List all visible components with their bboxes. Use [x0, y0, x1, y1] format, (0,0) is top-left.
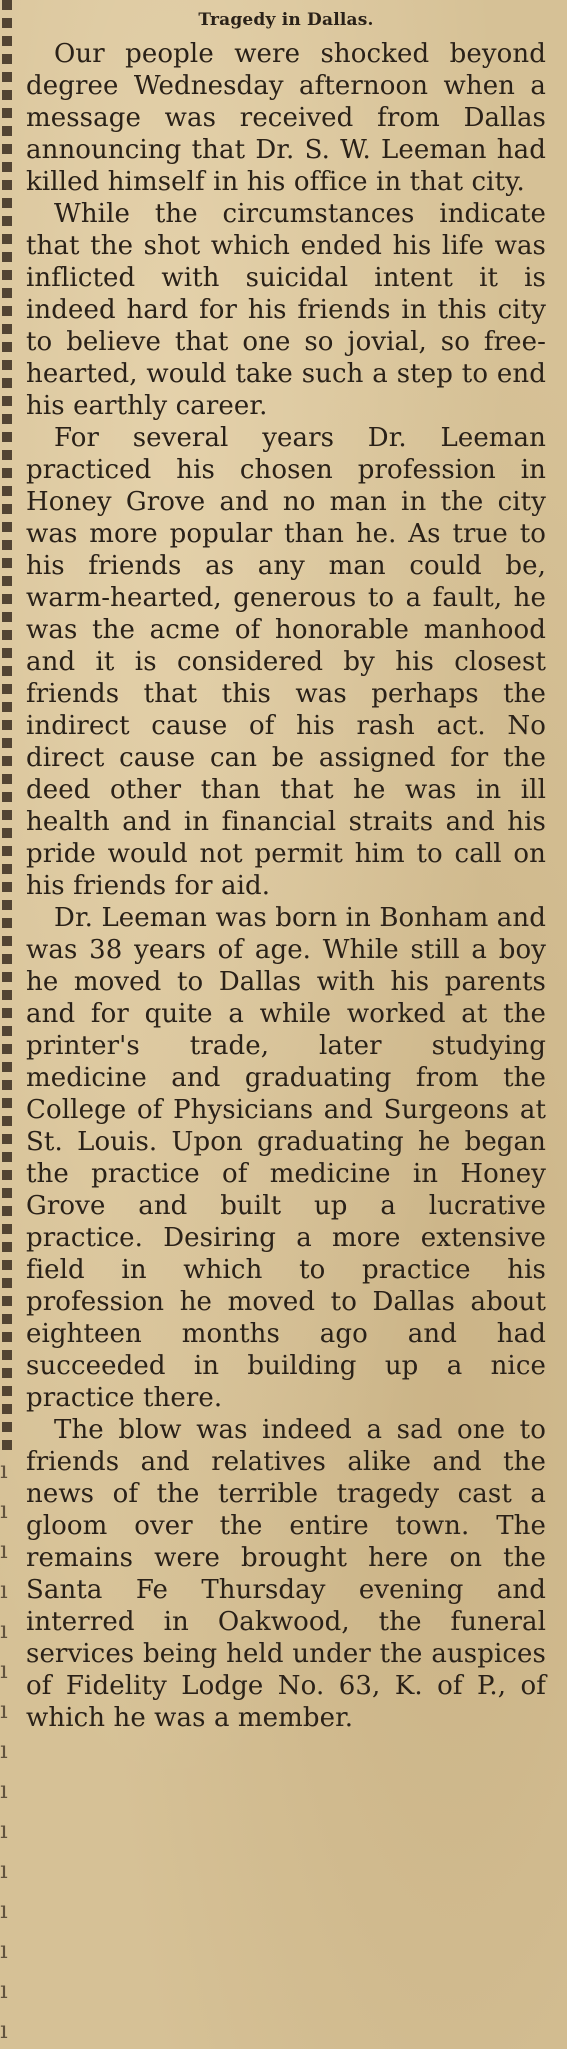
- next-article-cutoff: [26, 2034, 546, 2049]
- article-paragraph: While the circumstances indicate that the shot which ended his life was inflicted with suicidal intent it is indeed hard for his friends in this city to believe that one so jovial, so free-hearted, would take such a step to end his earthly career.: [26, 199, 546, 421]
- article-body: [26, 38, 546, 1734]
- column-rule-decoration: [2, 0, 12, 1450]
- article-paragraph: For several years Dr. Leeman practiced his chosen profession in Honey Grove and no man in the city was more popular than he. As true to his friends as any man could be, warm-hearted, generous to a fault, he was the acme of honorable manhood and it is considered by his closest friends that this was perhaps the indirect cause of his rash act. No direct cause can be assigned for the deed other than that he was in ill health and in financial straits and his pride would not permit him to call on his friends for aid.: [26, 423, 546, 901]
- article-paragraph: The blow was indeed a sad one to friends and relatives alike and the news of the terrible tragedy cast a gloom over the entire town. The remains were brought here on the Santa Fe Thursday evening and interred in Oakwood, the funeral services being held under the auspices of Fidelity Lodge No. 63, K. of P., of which he was a member.: [26, 1415, 546, 1733]
- article-column: [26, 8, 546, 1734]
- adjacent-column-bleed: ı ı ı ı ı ı ı ı ı ı ı ı ı ı ı: [0, 1456, 8, 2044]
- article-headline: Tragedy in Dallas.: [198, 10, 374, 30]
- article-paragraph: Dr. Leeman was born in Bonham and was 38 years of age. While still a boy he moved to Dallas with his parents and for quite a while worked at the printer's trade, later studying medicine and graduating from the College of Physicians and Surgeons at St. Louis. Upon graduating he began the practice of medicine in Honey Grove and built up a lucrative practice. Desiring a more extensive field in which to practice his profession he moved to Dallas about eighteen months ago and had succeeded in building up a nice practice there.: [26, 903, 546, 1413]
- article-paragraph: Our people were shocked beyond degree Wednesday afternoon when a message was received from Dallas announcing that Dr. S. W. Leeman had killed himself in his office in that city.: [26, 39, 546, 197]
